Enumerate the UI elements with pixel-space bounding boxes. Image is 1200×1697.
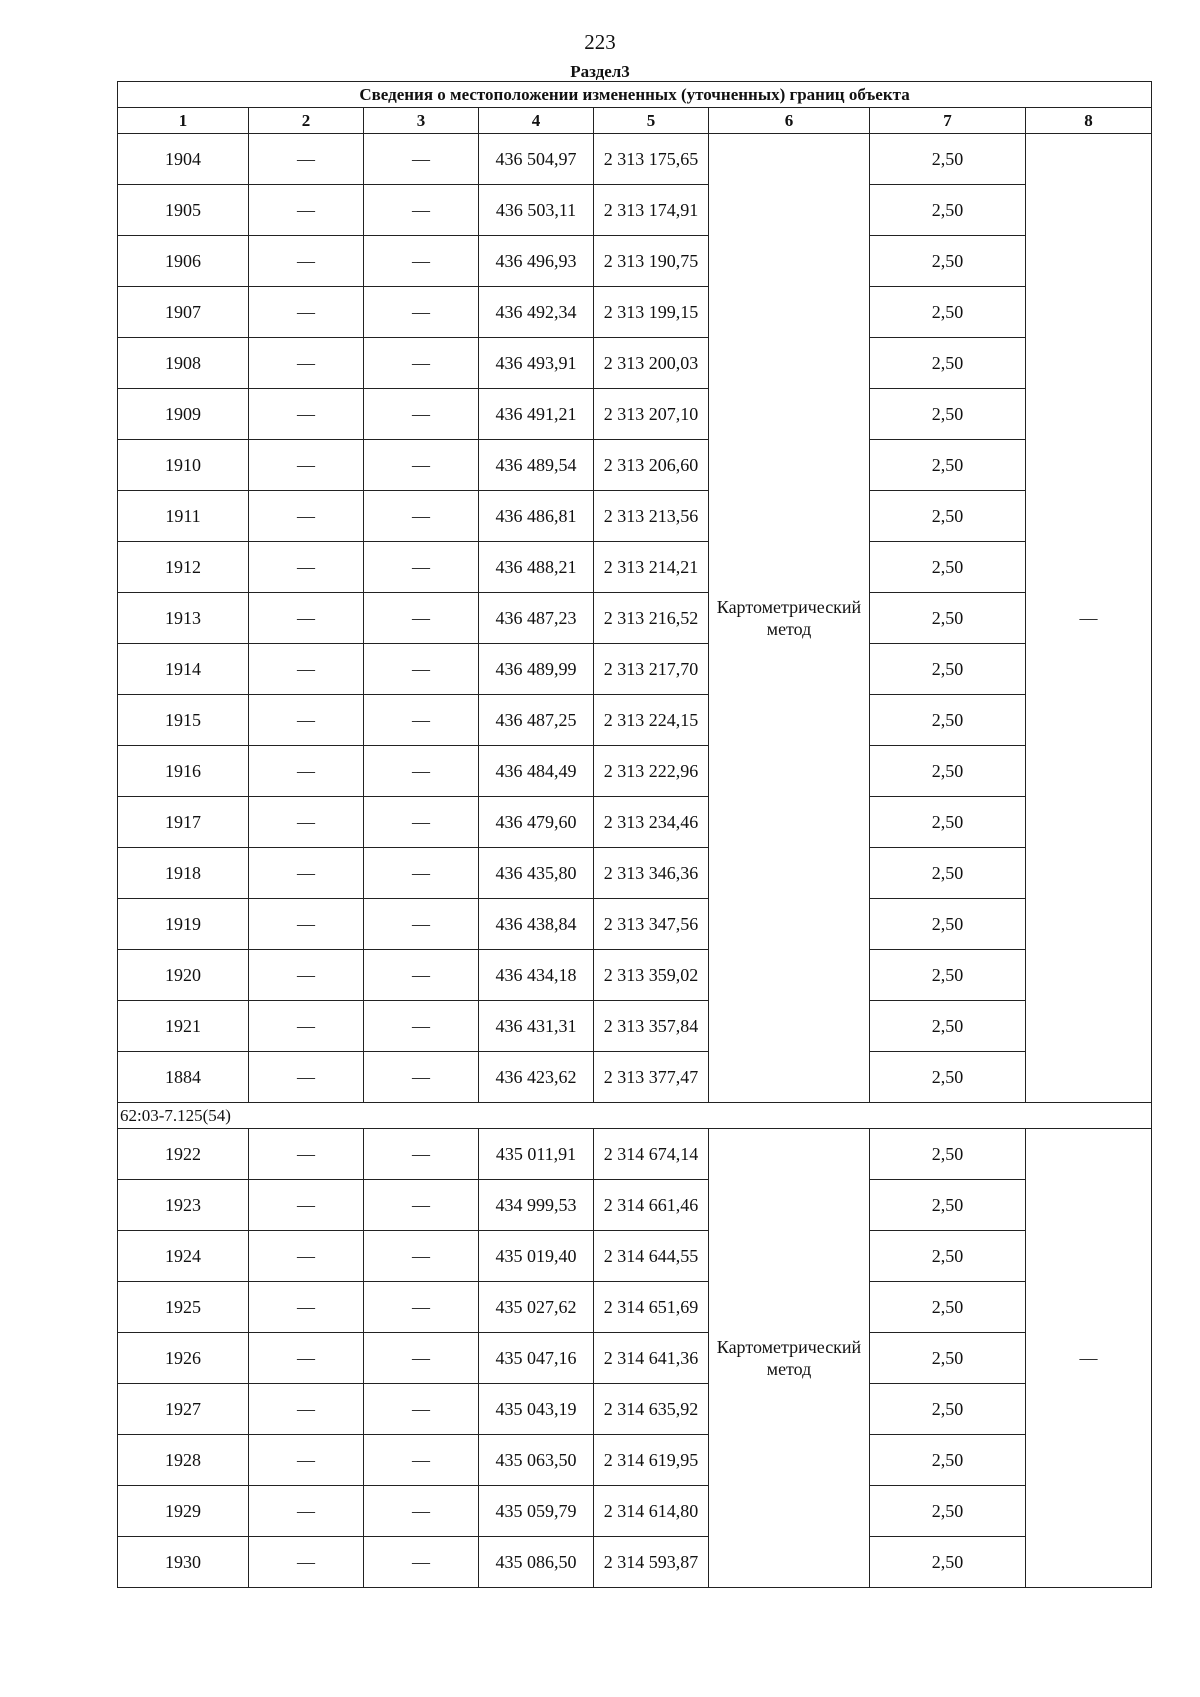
x-coordinate-cell: 436 487,23 [479,593,594,644]
col2-cell: — [249,1537,364,1588]
point-number-cell: 1913 [118,593,249,644]
table-row [118,644,1152,695]
y-coordinate-cell: 2 313 175,65 [594,134,709,185]
x-coordinate-cell: 436 489,99 [479,644,594,695]
accuracy-cell: 2,50 [870,848,1026,899]
table-row [118,134,1152,185]
y-coordinate-cell: 2 314 635,92 [594,1384,709,1435]
point-number-cell: 1928 [118,1435,249,1486]
x-coordinate-cell: 436 431,31 [479,1001,594,1052]
point-number-cell: 1920 [118,950,249,1001]
point-number-cell: 1924 [118,1231,249,1282]
y-coordinate-cell: 2 313 207,10 [594,389,709,440]
table-row [118,287,1152,338]
x-coordinate-cell: 435 047,16 [479,1333,594,1384]
x-coordinate-cell: 436 479,60 [479,797,594,848]
point-number-cell: 1904 [118,134,249,185]
col2-cell: — [249,389,364,440]
col3-cell: — [364,1435,479,1486]
y-coordinate-cell: 2 314 661,46 [594,1180,709,1231]
col3-cell: — [364,236,479,287]
y-coordinate-cell: 2 314 641,36 [594,1333,709,1384]
point-number-cell: 1925 [118,1282,249,1333]
table-row [118,899,1152,950]
col2-cell: — [249,338,364,389]
y-coordinate-cell: 2 313 224,15 [594,695,709,746]
accuracy-cell: 2,50 [870,1384,1026,1435]
x-coordinate-cell: 436 488,21 [479,542,594,593]
col3-cell: — [364,134,479,185]
col3-cell: — [364,440,479,491]
col2-cell: — [249,899,364,950]
accuracy-cell: 2,50 [870,440,1026,491]
col2-cell: — [249,134,364,185]
page-number: 223 [584,30,616,54]
accuracy-cell: 2,50 [870,644,1026,695]
y-coordinate-cell: 2 313 206,60 [594,440,709,491]
x-coordinate-cell: 436 489,54 [479,440,594,491]
col2-cell: — [249,236,364,287]
method-cell: Картометрический метод [709,134,870,1103]
point-number-cell: 1916 [118,746,249,797]
col2-cell: — [249,491,364,542]
y-coordinate-cell: 2 313 359,02 [594,950,709,1001]
col2-cell: — [249,695,364,746]
y-coordinate-cell: 2 314 651,69 [594,1282,709,1333]
accuracy-cell: 2,50 [870,1052,1026,1103]
column-header: 3 [364,108,479,134]
x-coordinate-cell: 436 503,11 [479,185,594,236]
col2-cell: — [249,1333,364,1384]
x-coordinate-cell: 435 019,40 [479,1231,594,1282]
col2-cell: — [249,644,364,695]
point-number-cell: 1917 [118,797,249,848]
point-number-cell: 1906 [118,236,249,287]
col3-cell: — [364,1231,479,1282]
table-row [118,950,1152,1001]
col3-cell: — [364,542,479,593]
accuracy-cell: 2,50 [870,1333,1026,1384]
col3-cell: — [364,593,479,644]
point-number-cell: 1905 [118,185,249,236]
col2-cell: — [249,1001,364,1052]
y-coordinate-cell: 2 313 216,52 [594,593,709,644]
col2-cell: — [249,1384,364,1435]
y-coordinate-cell: 2 313 214,21 [594,542,709,593]
accuracy-cell: 2,50 [870,593,1026,644]
col3-cell: — [364,899,479,950]
x-coordinate-cell: 436 493,91 [479,338,594,389]
group-label: 62:03-7.125(54) [118,1103,1152,1129]
col3-cell: — [364,644,479,695]
column-header: 1 [118,108,249,134]
y-coordinate-cell: 2 314 619,95 [594,1435,709,1486]
x-coordinate-cell: 435 043,19 [479,1384,594,1435]
x-coordinate-cell: 436 492,34 [479,287,594,338]
x-coordinate-cell: 435 011,91 [479,1129,594,1180]
col2-cell: — [249,440,364,491]
col3-cell: — [364,950,479,1001]
accuracy-cell: 2,50 [870,1486,1026,1537]
table-row [118,185,1152,236]
y-coordinate-cell: 2 313 222,96 [594,746,709,797]
column-number-row [118,108,1152,134]
accuracy-cell: 2,50 [870,1537,1026,1588]
col3-cell: — [364,1129,479,1180]
y-coordinate-cell: 2 314 593,87 [594,1537,709,1588]
col2-cell: — [249,950,364,1001]
col3-cell: — [364,848,479,899]
x-coordinate-cell: 436 496,93 [479,236,594,287]
col3-cell: — [364,185,479,236]
y-coordinate-cell: 2 313 217,70 [594,644,709,695]
accuracy-cell: 2,50 [870,1129,1026,1180]
table-row [118,1333,1152,1384]
col2-cell: — [249,746,364,797]
col2-cell: — [249,185,364,236]
table-row [118,848,1152,899]
accuracy-cell: 2,50 [870,491,1026,542]
x-coordinate-cell: 435 086,50 [479,1537,594,1588]
accuracy-cell: 2,50 [870,695,1026,746]
col2-cell: — [249,542,364,593]
col3-cell: — [364,338,479,389]
table-body [118,82,1152,1588]
table-row [118,1001,1152,1052]
x-coordinate-cell: 436 484,49 [479,746,594,797]
x-coordinate-cell: 436 434,18 [479,950,594,1001]
section-title: Раздел3 [570,62,630,81]
table-caption: Сведения о местоположении измененных (уточненных) границ объекта [118,82,1152,108]
y-coordinate-cell: 2 313 377,47 [594,1052,709,1103]
table-row [118,1282,1152,1333]
point-number-cell: 1884 [118,1052,249,1103]
accuracy-cell: 2,50 [870,1435,1026,1486]
coordinates-table [117,81,1152,1588]
col2-cell: — [249,287,364,338]
accuracy-cell: 2,50 [870,797,1026,848]
point-number-cell: 1926 [118,1333,249,1384]
table-row [118,1180,1152,1231]
y-coordinate-cell: 2 314 614,80 [594,1486,709,1537]
table-row [118,1435,1152,1486]
point-number-cell: 1919 [118,899,249,950]
x-coordinate-cell: 436 423,62 [479,1052,594,1103]
point-number-cell: 1922 [118,1129,249,1180]
point-number-cell: 1914 [118,644,249,695]
accuracy-cell: 2,50 [870,950,1026,1001]
table-row [118,797,1152,848]
y-coordinate-cell: 2 313 346,36 [594,848,709,899]
x-coordinate-cell: 436 491,21 [479,389,594,440]
accuracy-cell: 2,50 [870,1231,1026,1282]
y-coordinate-cell: 2 314 674,14 [594,1129,709,1180]
table-row [118,542,1152,593]
col3-cell: — [364,287,479,338]
col3-cell: — [364,491,479,542]
point-number-cell: 1929 [118,1486,249,1537]
point-number-cell: 1907 [118,287,249,338]
point-number-cell: 1930 [118,1537,249,1588]
y-coordinate-cell: 2 313 199,15 [594,287,709,338]
col3-cell: — [364,1001,479,1052]
accuracy-cell: 2,50 [870,287,1026,338]
y-coordinate-cell: 2 313 190,75 [594,236,709,287]
col3-cell: — [364,1180,479,1231]
table-row [118,1052,1152,1103]
table-caption-row [118,82,1152,108]
x-coordinate-cell: 436 486,81 [479,491,594,542]
x-coordinate-cell: 436 487,25 [479,695,594,746]
col2-cell: — [249,797,364,848]
table-row [118,1129,1152,1180]
col3-cell: — [364,1537,479,1588]
col8-cell: — [1026,1129,1152,1588]
table-row [118,440,1152,491]
table-row [118,1231,1152,1282]
table-row [118,389,1152,440]
table-row [118,593,1152,644]
point-number-cell: 1923 [118,1180,249,1231]
accuracy-cell: 2,50 [870,134,1026,185]
point-number-cell: 1912 [118,542,249,593]
x-coordinate-cell: 435 059,79 [479,1486,594,1537]
accuracy-cell: 2,50 [870,236,1026,287]
accuracy-cell: 2,50 [870,1180,1026,1231]
y-coordinate-cell: 2 313 347,56 [594,899,709,950]
y-coordinate-cell: 2 313 357,84 [594,1001,709,1052]
table-row [118,1384,1152,1435]
accuracy-cell: 2,50 [870,746,1026,797]
col2-cell: — [249,1129,364,1180]
col3-cell: — [364,695,479,746]
col3-cell: — [364,1282,479,1333]
accuracy-cell: 2,50 [870,1001,1026,1052]
table-row [118,236,1152,287]
point-number-cell: 1921 [118,1001,249,1052]
x-coordinate-cell: 436 438,84 [479,899,594,950]
col2-cell: — [249,1282,364,1333]
column-header: 8 [1026,108,1152,134]
col3-cell: — [364,1333,479,1384]
point-number-cell: 1927 [118,1384,249,1435]
col2-cell: — [249,848,364,899]
y-coordinate-cell: 2 314 644,55 [594,1231,709,1282]
col2-cell: — [249,1231,364,1282]
x-coordinate-cell: 434 999,53 [479,1180,594,1231]
point-number-cell: 1915 [118,695,249,746]
col8-cell: — [1026,134,1152,1103]
column-header: 2 [249,108,364,134]
column-header: 6 [709,108,870,134]
col2-cell: — [249,1180,364,1231]
accuracy-cell: 2,50 [870,389,1026,440]
table-row [118,746,1152,797]
point-number-cell: 1910 [118,440,249,491]
accuracy-cell: 2,50 [870,542,1026,593]
table-row [118,338,1152,389]
column-header: 7 [870,108,1026,134]
y-coordinate-cell: 2 313 213,56 [594,491,709,542]
col3-cell: — [364,797,479,848]
col3-cell: — [364,1486,479,1537]
table-row [118,491,1152,542]
column-header: 5 [594,108,709,134]
x-coordinate-cell: 436 504,97 [479,134,594,185]
x-coordinate-cell: 435 027,62 [479,1282,594,1333]
table-row [118,1486,1152,1537]
col2-cell: — [249,1052,364,1103]
accuracy-cell: 2,50 [870,899,1026,950]
y-coordinate-cell: 2 313 174,91 [594,185,709,236]
point-number-cell: 1918 [118,848,249,899]
col2-cell: — [249,593,364,644]
accuracy-cell: 2,50 [870,338,1026,389]
x-coordinate-cell: 436 435,80 [479,848,594,899]
col2-cell: — [249,1486,364,1537]
accuracy-cell: 2,50 [870,185,1026,236]
x-coordinate-cell: 435 063,50 [479,1435,594,1486]
y-coordinate-cell: 2 313 200,03 [594,338,709,389]
col3-cell: — [364,389,479,440]
group-label-row [118,1103,1152,1129]
accuracy-cell: 2,50 [870,1282,1026,1333]
point-number-cell: 1908 [118,338,249,389]
method-cell: Картометрический метод [709,1129,870,1588]
y-coordinate-cell: 2 313 234,46 [594,797,709,848]
table-row [118,1537,1152,1588]
column-header: 4 [479,108,594,134]
col3-cell: — [364,746,479,797]
point-number-cell: 1911 [118,491,249,542]
col2-cell: — [249,1435,364,1486]
table-row [118,695,1152,746]
col3-cell: — [364,1384,479,1435]
point-number-cell: 1909 [118,389,249,440]
col3-cell: — [364,1052,479,1103]
